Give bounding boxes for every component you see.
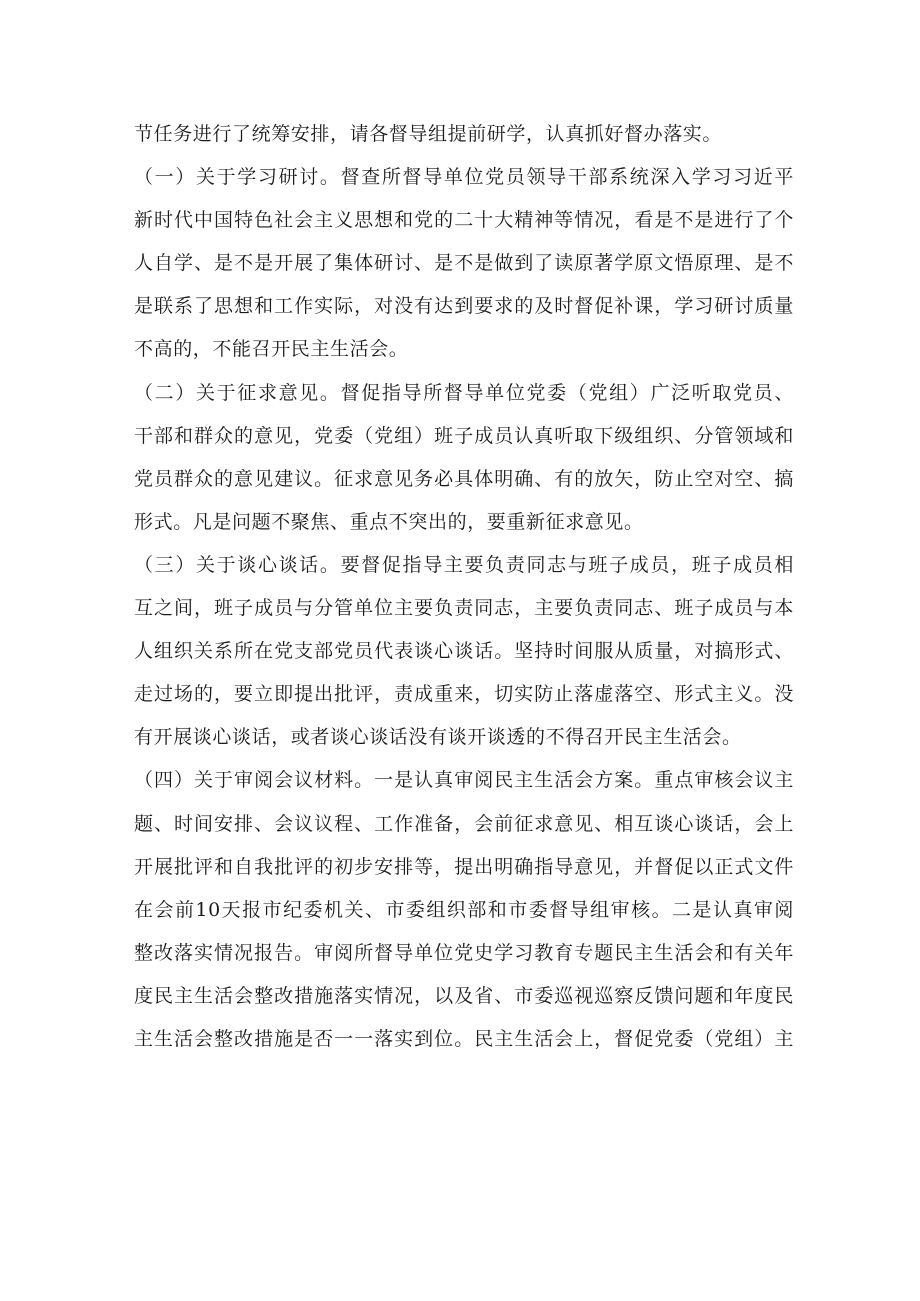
text-line: 度民主生活会整改措施落实情况，以及省、市委巡视巡察反馈问题和年度民 [134, 984, 794, 1007]
text-line: 题、时间安排、会议议程、工作准备，会前征求意见、相互谈心谈话，会上 [134, 812, 794, 835]
text-line: 整改落实情况报告。审阅所督导单位党史学习教育专题民主生活会和有关年 [134, 941, 794, 964]
text-line: 主生活会整改措施是否一一落实到位。民主生活会上，督促党委（党组）主 [134, 1027, 794, 1050]
document-body-text [134, 113, 794, 1061]
text-line: （一）关于学习研讨。督查所督导单位党员领导干部系统深入学习习近平 [134, 166, 794, 189]
text-line: 互之间，班子成员与分管单位主要负责同志，主要负责同志、班子成员与本 [134, 597, 794, 620]
text-line: 人组织关系所在党支部党员代表谈心谈话。坚持时间服从质量，对搞形式、 [134, 640, 794, 663]
text-line: （四）关于审阅会议材料。一是认真审阅民主生活会方案。重点审核会议主 [134, 769, 794, 792]
text-line: 有开展谈心谈话，或者谈心谈话没有谈开谈透的不得召开民主生活会。 [134, 726, 742, 749]
text-line: 不高的，不能召开民主生活会。 [134, 338, 409, 361]
text-line: 形式。凡是问题不聚焦、重点不突出的，要重新征求意见。 [134, 510, 644, 533]
text-line: 人自学、是不是开展了集体研讨、是不是做到了读原著学原文悟原理、是不 [134, 252, 794, 275]
text-line: 党员群众的意见建议。征求意见务必具体明确、有的放矢，防止空对空、搞 [134, 467, 794, 490]
text-line: 干部和群众的意见，党委（党组）班子成员认真听取下级组织、分管领域和 [134, 424, 794, 447]
text-line: （三）关于谈心谈话。要督促指导主要负责同志与班子成员，班子成员相 [134, 553, 794, 576]
text-line: 是联系了思想和工作实际，对没有达到要求的及时督促补课，学习研讨质量 [134, 295, 794, 318]
text-line: 新时代中国特色社会主义思想和党的二十大精神等情况，看是不是进行了个 [134, 209, 794, 232]
text-line: （二）关于征求意见。督促指导所督导单位党委（党组）广泛听取党员、 [134, 381, 794, 404]
text-line: 节任务进行了统筹安排，请各督导组提前研学，认真抓好督办落实。 [134, 123, 723, 145]
text-line: 走过场的，要立即提出批评，责成重来，切实防止落虚落空、形式主义。没 [134, 683, 794, 706]
text-line: 开展批评和自我批评的初步安排等，提出明确指导意见，并督促以正式文件 [134, 855, 794, 878]
text-line: 在会前10天报市纪委机关、市委组织部和市委督导组审核。二是认真审阅 [134, 898, 794, 921]
